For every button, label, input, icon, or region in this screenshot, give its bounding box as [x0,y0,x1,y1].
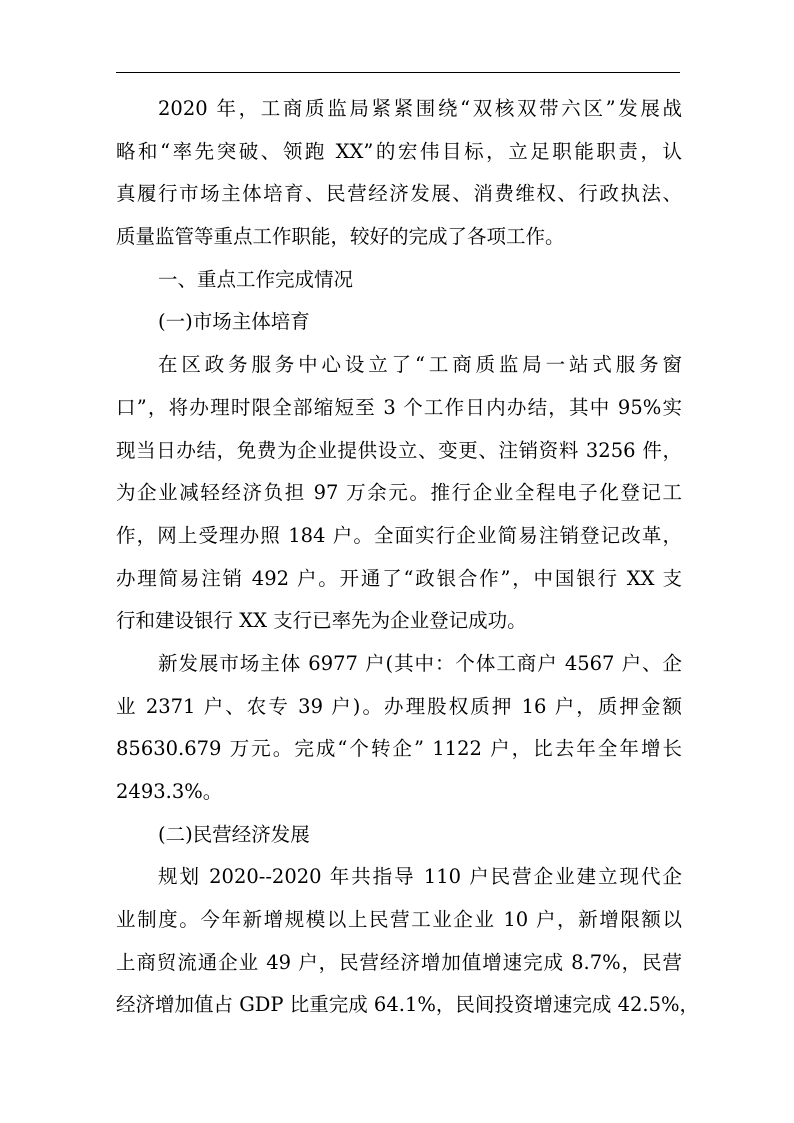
subsection-heading: (二)民营经济发展 [158,822,310,846]
paragraph-line: 规划 2020--2020 年共指导 110 户民营企业建立现代企 [158,865,682,889]
section-heading: 一、重点工作完成情况 [158,267,354,291]
paragraph-line: 办理简易注销 492 户。开通了“政银合作”，中国银行 XX 支 [116,566,682,590]
header-rule [116,72,680,73]
paragraph-line: 作，网上受理办照 184 户。全面实行企业简易注销登记改革， [116,523,682,547]
paragraph-line: 业 2371 户、农专 39 户)。办理股权质押 16 户，质押金额 [116,694,682,718]
paragraph-line: 业制度。今年新增规模以上民营工业企业 10 户，新增限额以 [116,908,682,932]
paragraph-line: 质量监管等重点工作职能，较好的完成了各项工作。 [116,225,565,249]
paragraph-line: 在区政务服务中心设立了“工商质监局一站式服务窗 [158,353,682,377]
paragraph-line: 2020 年，工商质监局紧紧围绕“双核双带六区”发展战 [158,97,682,120]
paragraph-line: 上商贸流通企业 49 户，民营经济增加值增速完成 8.7%，民营 [116,950,682,974]
paragraph-line: 为企业减轻经济负担 97 万余元。推行企业全程电子化登记工 [116,481,682,505]
document-body [116,88,700,1027]
paragraph-line: 85630.679 万元。完成“个转企” 1122 户，比去年全年增长 [116,737,682,761]
paragraph-line: 现当日办结，免费为企业提供设立、变更、注销资料 3256 件， [116,438,682,462]
paragraph-line: 行和建设银行 XX 支行已率先为企业登记成功。 [116,609,527,633]
paragraph-line: 经济增加值占 GDP 比重完成 64.1%，民间投资增速完成 42.5%， [116,993,700,1017]
paragraph-line: 2493.3%。 [116,780,223,803]
paragraph-line: 口”，将办理时限全部缩短至 3 个工作日内办结，其中 95%实 [116,395,682,419]
subsection-heading: (一)市场主体培育 [158,310,310,334]
paragraph-line: 略和“率先突破、领跑 XX”的宏伟目标，立足职能职责，认 [116,139,682,163]
paragraph-line: 新发展市场主体 6977 户(其中：个体工商户 4567 户、企 [158,651,682,675]
paragraph-line: 真履行市场主体培育、民营经济发展、消费维权、行政执法、 [116,182,682,206]
